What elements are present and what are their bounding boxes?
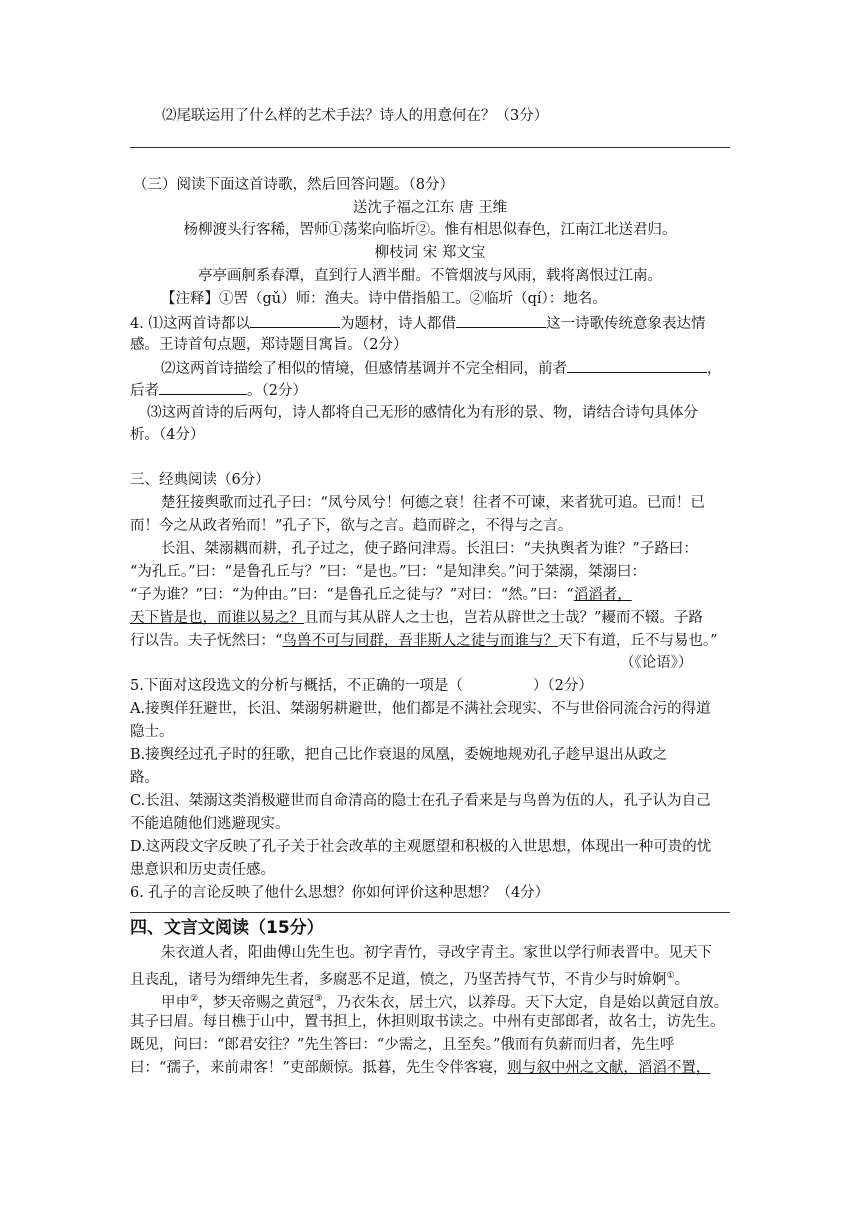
question-2-text: ⑵尾联运用了什么样的艺术手法？诗人的用意何在？（3分） (162, 108, 549, 124)
wenyan-p2-line1 (161, 989, 728, 1013)
classic-p2-line4 (130, 608, 703, 628)
option-d-line1: D.这两段文字反映了孔子关于社会改革的主观愿望和积极的入世思想，体现出一种可贵的忧 (130, 839, 712, 855)
wenyan-p1-line2-text: 且丧乱，诸号为缙绅先生者，多腐恶不足道，愤之，乃坚苦持气节，不肯少与时媕婀 (130, 971, 667, 988)
footnote-mark: ③ (314, 994, 323, 1004)
answer-blank[interactable] (250, 313, 340, 328)
q4-1-part-a: 4. ⑴这两首诗都以 (130, 316, 250, 332)
question-4-3-line1: ⑶这两首诗的后两句，诗人都将自己无形的感情化为有形的景、物，请结合诗句具体分 (147, 405, 698, 421)
q4-2-part-c: 后者 (130, 383, 159, 399)
footnote-mark: ② (190, 994, 199, 1004)
underlined-quote: 天下皆是也，而谁以易之？ (130, 610, 304, 626)
question-4-2-line1 (161, 358, 722, 379)
option-b-line2: 路。 (130, 770, 159, 786)
section-intro: （三）阅读下面这首诗歌，然后回答问题。（8分） (133, 177, 454, 193)
classic-p2-line4-text: 且而与其从辟人之士也，岂若从辟世之士哉？”耰而不辍。子路 (304, 610, 703, 626)
option-a-line2: 隐士。 (130, 724, 174, 740)
answer-blank[interactable] (456, 313, 546, 328)
underlined-quote: 滔滔者， (573, 587, 632, 603)
q4-1-part-b: 为题材，诗人都借 (339, 316, 456, 332)
q4-2-part-a: ⑵这两首诗描绘了相似的情境，但感情基调并不完全相同，前者 (161, 361, 567, 377)
option-a-line1: A.接舆佯狂避世，长沮、桀溺躬耕避世，他们都是不满社会现实、不与世俗同流合污的得道 (130, 701, 711, 717)
wenyan-p2-mid: ，梦天帝赐之黄冠 (198, 994, 315, 1011)
option-d-line2: 患意识和历史责任感。 (130, 862, 275, 878)
q4-2-part-d: 。（2分） (247, 383, 307, 399)
annotation-note: 【注释】①罟（gǔ）师：渔夫。诗中借指船工。②临圻（qí）：地名。 (161, 291, 607, 307)
footnote-mark: ① (666, 971, 675, 981)
classic-p2-line2: “为孔丘。”曰：“是鲁孔丘与？”曰：“是也。”曰：“是知津矣。”问于桀溺，桀溺曰： (130, 564, 647, 580)
divider-line (130, 912, 730, 913)
classic-heading: 三、经典阅读（6分） (130, 472, 270, 488)
underlined-sentence: 则与叙中州之文献，滔滔不置， (507, 1060, 711, 1076)
question-4-1-line2: 感。王诗首句点题，郑诗题目寓旨。（2分） (130, 337, 408, 353)
q5-part-a: 5.下面对这段选文的分析与概括，不正确的一项是（ (130, 678, 463, 694)
question-4-3-line2: 析。（4分） (130, 427, 205, 443)
wenyan-p2-line3: 既见，问曰：“郎君安往？”先生答曰：“少需之，且至矣。”俄而有负薪而归者，先生呼 (130, 1037, 675, 1053)
q5-part-b: ）（2分） (532, 678, 593, 694)
classic-p2-line5 (130, 631, 718, 651)
question-4-2-line2 (130, 380, 307, 401)
option-b-line1: B.接舆经过孔子时的狂歌，把自己比作衰退的凤凰，委婉地规劝孔子趁早退出从政之 (130, 747, 668, 763)
answer-blank[interactable] (567, 358, 707, 373)
answer-blank[interactable] (159, 380, 247, 395)
q4-2-part-b: ， (707, 361, 722, 377)
underlined-quote: 鸟兽不可与同群，吾非斯人之徒与而谁与？ (282, 633, 558, 649)
option-c-line2: 不能追随他们逃避现实。 (130, 816, 290, 832)
classic-p2-line3-text: “子为谁？”曰：“为仲由。”曰：“是鲁孔丘之徒与？”对曰：“然。”曰：“ (130, 587, 574, 603)
question-5 (130, 676, 593, 696)
poem-2-text: 亭亭画舸系春潭，直到行人酒半酣。不管烟波与风雨，载将离恨过江南。 (198, 268, 662, 284)
classic-p2-line3 (130, 585, 632, 605)
classic-p2-line5-end: 天下有道，丘不与易也。” (557, 633, 718, 649)
wenyan-p2-line4 (130, 1058, 710, 1078)
poem-1-title: 送沈子福之江东 唐 王维 (352, 200, 508, 216)
wenyan-p1-line2 (130, 966, 689, 990)
wenyan-p2-start: 甲申 (161, 994, 190, 1011)
wenyan-p1-end: 。 (674, 971, 690, 988)
question-4-1-line1 (130, 313, 705, 334)
classic-p2-line1: 长沮、桀溺耦而耕，孔子过之，使子路问津焉。长沮曰：“夫执舆者为谁？”子路曰： (161, 541, 698, 557)
question-6: 6. 孔子的言论反映了他什么思想？你如何评价这种思想？（4分） (130, 885, 550, 901)
q4-1-part-c: 这一诗歌传统意象表达情 (545, 316, 706, 332)
classic-p1-line1: 楚狂接舆歌而过孔子曰：“凤兮凤兮！何德之衰！往者不可谏，来者犹可追。已而！已 (161, 495, 705, 511)
classic-p2-line5-text: 行以告。夫子怃然曰：“ (130, 633, 283, 649)
classic-p1-line2: 而！今之从政者殆而！”孔子下，欲与之言。趋而辟之，不得与之言。 (130, 518, 573, 534)
wenyan-p1-line1: 朱衣道人者，阳曲傅山先生也。初字青竹，寻改字青主。家世以学行师表晋中。见天下 (161, 945, 712, 961)
wenyan-heading: 四、文言文阅读（15分） (130, 918, 324, 938)
wenyan-p2-line2: 其子曰眉。每日樵于山中，置书担上，休担则取书读之。中州有吏部郎者，故名士，访先生。 (130, 1014, 725, 1030)
poem-1-text: 杨柳渡头行客稀，罟师①荡桨向临圻②。惟有相思似春色，江南江北送君归。 (183, 222, 677, 238)
wenyan-p2-line1-text: ，乃衣朱衣，居土穴，以养母。天下大定，自是始以黄冠自放。 (322, 994, 729, 1011)
source-citation: （《论语》） (620, 655, 693, 671)
wenyan-p2-line4-text: 曰：“孺子，来前肃客！”吏部颇惊。抵暮，先生令伴客寝， (130, 1060, 508, 1076)
option-c-line1: C.长沮、桀溺这类消极避世而自命清高的隐士在孔子看来是与鸟兽为伍的人，孔子认为自己 (130, 793, 711, 809)
poem-2-title: 柳枝词 宋 郑文宝 (374, 245, 486, 261)
divider-line (130, 147, 730, 148)
